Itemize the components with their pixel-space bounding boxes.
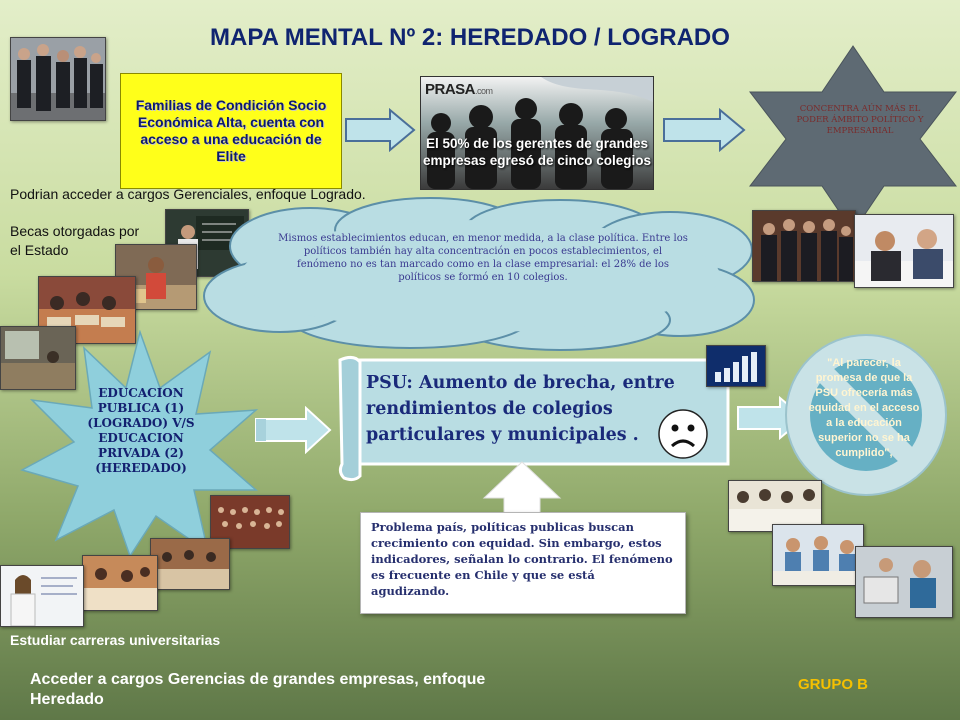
- country-problem-text: Problema país, políticas publicas buscan crecimiento con equidad. Sin embargo, estos indicadores, señalan lo contrario. El fenómeno es frecuente en Chile y que se está agudizando.: [371, 520, 673, 598]
- computer-class-photo: [855, 546, 953, 618]
- mini-bar-chart-icon: [706, 345, 766, 387]
- girl-whiteboard-photo: [0, 565, 84, 627]
- arrow-right-1: [344, 108, 416, 152]
- arrow-up: [482, 460, 562, 520]
- power-concentration-text: CONCENTRA AÚN MÁS EL PODER ÁMBITO POLÍTICO Y EMPRESARIAL: [796, 104, 924, 136]
- country-problem-box: [360, 512, 686, 614]
- classroom-photo-3: [82, 555, 158, 611]
- business-meeting-photo: [854, 214, 954, 288]
- classroom-photo-2: [150, 538, 230, 590]
- executives-photo: [420, 76, 654, 190]
- managerial-access-caption: Podrian acceder a cargos Gerenciales, enfoque Logrado.: [10, 186, 366, 202]
- elite-families-box: [120, 73, 342, 189]
- scholarships-caption: Becas otorgadas por el Estado: [10, 223, 140, 258]
- university-studies-label: Estudiar carreras universitarias: [10, 632, 221, 648]
- power-star-shape: [748, 44, 958, 234]
- public-vs-private-text: EDUCACION PUBLICA (1) (LOGRADO) V/S EDUCACION PRIVADA (2) (HEREDADO): [87, 386, 195, 475]
- inherited-management-label: Acceder a cargos Gerencias de grandes empresas, enfoque Heredado: [30, 671, 486, 708]
- page-title: MAPA MENTAL Nº 2: HEREDADO / LOGRADO: [210, 24, 730, 51]
- prasa-logo: PRASA.com: [425, 81, 493, 98]
- psu-promise-quote: "Al parecer, la promesa de que la PSU ofrecería más equidad en el acceso a la educación superior no se ha cumplido",: [808, 357, 920, 459]
- elite-families-text: Familias de Condición Socio Económica Alta, cuenta con acceso a una educación de Elite: [135, 97, 327, 164]
- politics-cloud-text: Mismos establecimientos educan, en menor medida, a la clase política. Entre los políticos también hay alta concentración en pocos establecimientos, el fenómeno no es tan marcado como en la clase empresarial: el 28% de los políticos se formó en 10 colegios.: [278, 233, 688, 283]
- executives-caption: El 50% de los gerentes de grandes empresas egresó de cinco colegios: [422, 136, 652, 168]
- arrow-right-2: [662, 108, 746, 152]
- students-exam-photo-2: [772, 524, 864, 586]
- executives-group-photo: [752, 210, 856, 282]
- businessmen-photo: [10, 37, 106, 121]
- psu-gap-text: PSU: Aumento de brecha, entre rendimientos de colegios particulares y municipales .: [366, 373, 675, 445]
- arrow-right-3: [254, 406, 332, 454]
- sad-face-icon: [657, 408, 709, 460]
- group-label: GRUPO B: [798, 676, 869, 693]
